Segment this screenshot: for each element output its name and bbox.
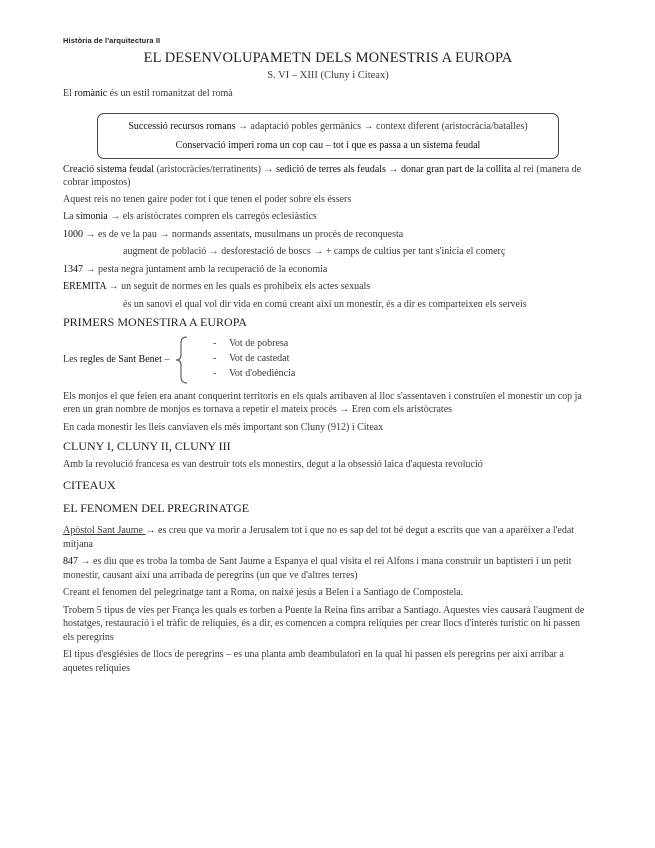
list-bullet: -	[213, 367, 217, 379]
feudal-text-d: →	[385, 163, 401, 175]
sanovi-paragraph: és un sanovi el qual vol dir vida en comú creant així un monestir, és a dir es comparteixen els serveis	[123, 298, 527, 310]
intro-paragraph	[63, 87, 593, 101]
list-item	[213, 366, 295, 381]
feudal-paragraph	[63, 163, 593, 190]
reis-paragraph: Aquest reis no tenen gaire poder tot i que tenen el poder sobre els éssers	[63, 193, 352, 205]
page-title: EL DESENVOLUPAMETN DELS MONESTRIS A EUROPA	[143, 50, 513, 66]
document-page	[63, 36, 593, 675]
heading-fenomen-pelegrinatge: EL FENOMEN DEL PREGRINATGE	[63, 500, 250, 515]
list-item-text: Vot de pobresa	[229, 337, 289, 349]
sant-benet-label-a: Les	[63, 353, 80, 365]
feudal-term-c: sedició de terres als feudals	[275, 163, 386, 175]
list-item	[213, 336, 295, 351]
page-subtitle: S. VI – XIII (Cluny i Citeax)	[267, 70, 389, 81]
heading-cluny: CLUNY I, CLUNY II, CLUNY III	[63, 439, 231, 453]
list-item-text: Vot d'obediència	[229, 367, 296, 379]
creant-paragraph: Creant el fenomen del pelegrinatge tant a Roma, on naixé jesús a Belen i a Santiago de Compostela.	[63, 587, 464, 598]
running-header: Història de l'arquitectura II	[63, 36, 161, 45]
apostol-link-text: Apòstol Sant Jaume	[63, 525, 146, 536]
year-847-text: → es diu que es troba la tomba de Sant Jaume a Espanya el qual visita el rei Alfons i mana construir un baptisteri i un petit monestir, causant així una arribada de peregrins (un que ve d'altres terres)	[63, 556, 572, 581]
eremita-term: EREMITA	[63, 281, 107, 292]
year-1000-term: 1000	[63, 228, 83, 240]
year-847-paragraph	[63, 555, 593, 582]
summary-line-1	[98, 117, 558, 136]
year-1347-term: 1347	[63, 263, 83, 275]
feudal-term-a: Creació sistema feudal	[63, 163, 155, 175]
simonia-text-c: → els aristòcrates compren els carregós eclesiàstics	[107, 211, 317, 222]
summary-box	[97, 113, 559, 159]
year-1000-paragraph	[63, 228, 593, 242]
list-bullet: -	[213, 337, 217, 349]
esglesies-paragraph: El tipus d'esglésies de llocs de peregrins – es una planta amb deambulatori en la qual hi passen els peregrins per així arribar a aquetes relíquies	[63, 649, 564, 674]
year-1347-paragraph	[63, 263, 593, 277]
trobem-paragraph: Trobem 5 tipus de vies per França les quals es torben a Puente la Reina fins arribar a Santiago. Aquestes vies causarà l'augment de hostatges, restauració i el tràfic de relíquies, és a dir, es comencen a compra relíquies per crear llocs d'interès turístic on hi passen els peregrins	[63, 604, 585, 643]
heading-primers-monestirs: PRIMERS MONESTIRA A EUROPA	[63, 315, 247, 329]
simonia-term: simonia	[76, 211, 108, 222]
vows-list	[213, 336, 295, 381]
list-item	[213, 351, 295, 366]
year-1000-text: → es de ve la pau → normands assentats, musulmans un procés de reconquesta	[83, 228, 404, 240]
cada-monestir-paragraph: En cada monestir les lleis canviaven els més important son Cluny (912) i Citeax	[63, 421, 384, 433]
apostol-paragraph	[63, 524, 593, 551]
heading-citeaux: CITEAUX	[63, 478, 116, 492]
eremita-text: → un seguit de normes en les quals es prohibeix els actes sexuals	[106, 281, 371, 292]
intro-text-c: és un estil romanitzat del romà	[107, 88, 233, 99]
intro-text-a: El	[63, 88, 75, 99]
summary-line-1-text: → adaptació pobles germànics → context diferent (aristocràcia/batalles)	[235, 120, 528, 132]
year-847-term: 847	[63, 556, 78, 567]
feudal-text-f: al rei (manera de cobrar impostos)	[63, 163, 582, 188]
sant-benet-dash: –	[161, 353, 170, 365]
list-bullet: -	[213, 352, 217, 364]
intro-term: romànic	[74, 88, 108, 99]
sant-benet-label	[63, 354, 169, 365]
monjos-paragraph: Els monjos el que feien era anant conquerint territoris en els quals arribaven al lloc s'assentaven i construïen el monestir un cop ja eren un gran nombre de monjos es tornava a repetir el mateix procés → Eren com els aristòcrates	[63, 390, 582, 415]
revolucio-paragraph: Amb la revolució francesa es van destruir tots els monestirs, degut a la obsessió laica d'aquesta revolució	[63, 458, 483, 470]
summary-line-2: Conservació imperi roma un cop cau – tot i que es passa a un sistema feudal	[175, 139, 481, 151]
curly-brace-icon	[175, 336, 189, 384]
eremita-paragraph	[63, 280, 593, 294]
augment-paragraph: augment de població → desforestació de boscs → + camps de cultius per tant s'inicia el comerç	[123, 246, 506, 257]
feudal-text-b: (aristocràcies/terratinents) →	[154, 163, 276, 175]
apostol-text: → es creu que va morir a Jerusalem tot i que no es sap del tot bé degut a escrits que van a aparèixer a l'edat mitjana	[63, 525, 575, 550]
year-1347-text: → pesta negra juntament amb la recuperació de la economia	[83, 263, 328, 275]
simonia-text-a: La	[63, 211, 77, 222]
sant-benet-term: regles de Sant Benet	[79, 353, 162, 365]
feudal-term-e: donar gran part de la collita	[400, 163, 512, 175]
list-item-text: Vot de castedat	[229, 352, 290, 364]
simonia-paragraph	[63, 210, 593, 224]
sant-benet-rules	[63, 336, 593, 386]
summary-line-1-term: Successió recursos romans	[128, 120, 236, 132]
